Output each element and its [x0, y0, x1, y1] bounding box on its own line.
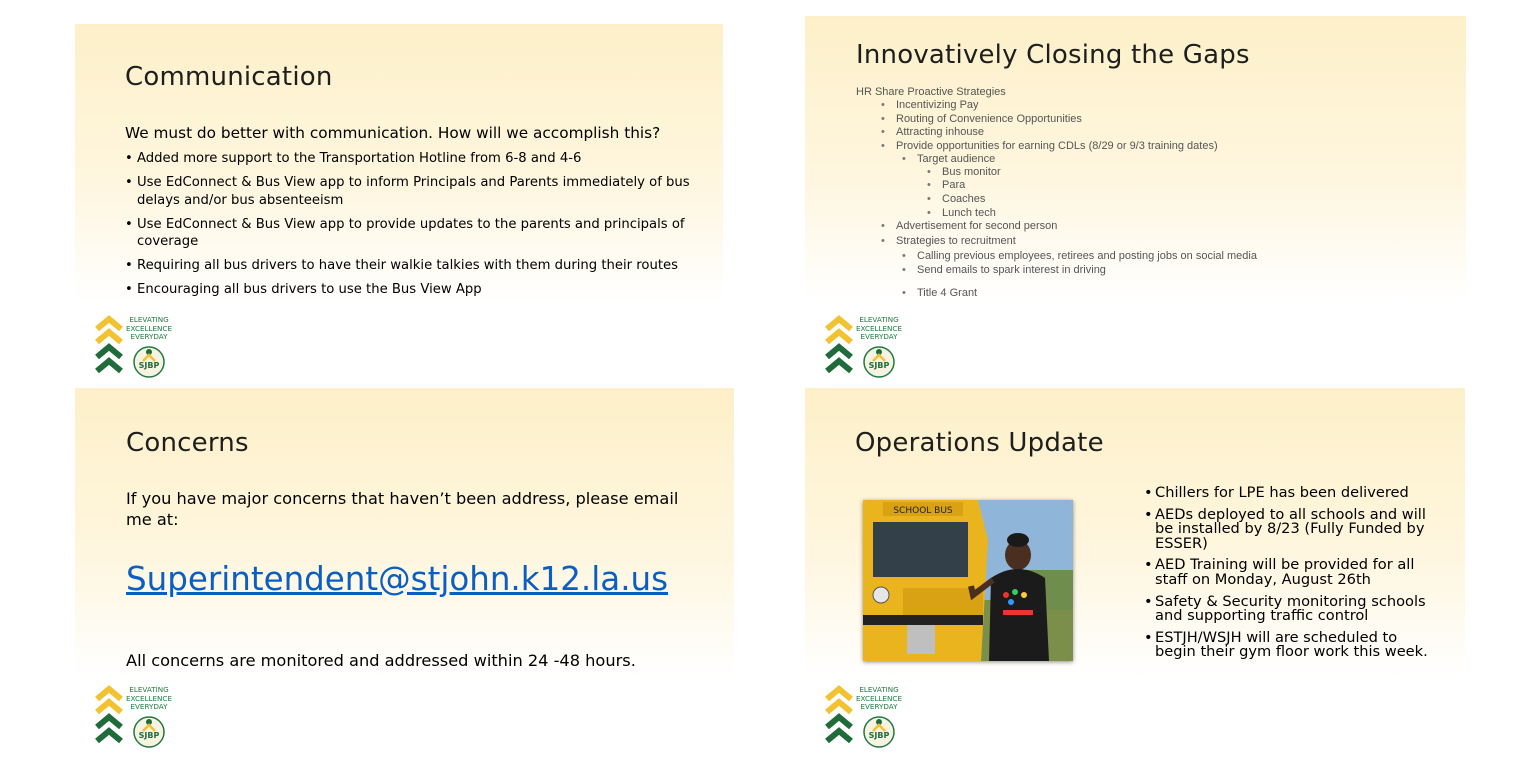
svg-text:SJBP: SJBP — [868, 731, 890, 740]
svg-text:SCHOOL BUS: SCHOOL BUS — [893, 506, 953, 516]
list-item: • Advertisement for second person — [881, 220, 1058, 232]
slide-title: Innovatively Closing the Gaps — [856, 40, 1250, 70]
list-item: • Target audience — [902, 153, 996, 165]
logo-text: ELEVATING EXCELLENCE EVERYDAY — [856, 315, 902, 342]
logo-text: ELEVATING EXCELLENCE EVERYDAY — [126, 315, 172, 342]
svg-text:SJBP: SJBP — [138, 361, 160, 370]
list-item: • Calling previous employees, retirees and posting jobs on social media — [902, 250, 1257, 262]
list-item: • Lunch tech — [927, 207, 996, 219]
list-item: • Send emails to spark interest in driving — [902, 264, 1106, 276]
superintendent-email-link[interactable]: Superintendent@stjohn.k12.la.us — [126, 560, 669, 598]
slide-concerns — [75, 388, 734, 762]
logo-text: ELEVATING EXCELLENCE EVERYDAY — [856, 685, 902, 712]
slide-communication — [75, 24, 723, 382]
list-item: • Safety & Security monitoring schools and supporting traffic control — [1144, 595, 1434, 624]
slide-title: Concerns — [126, 428, 249, 458]
list-item: • Incentivizing Pay — [881, 99, 979, 111]
list-item: • Encouraging all bus drivers to use the Bus View App — [125, 281, 705, 299]
bullet-list — [1144, 486, 1434, 667]
list-item: • Requiring all bus drivers to have their walkie talkies with them during their routes — [125, 257, 705, 275]
list-item: • Routing of Convenience Opportunities — [881, 113, 1082, 125]
slide-closing-gaps — [805, 16, 1466, 382]
svg-text:SJBP: SJBP — [138, 731, 160, 740]
list-item: • Coaches — [927, 193, 986, 205]
school-bus-photo — [863, 500, 1073, 661]
section-heading: HR Share Proactive Strategies — [856, 86, 1006, 98]
slide-intro: We must do better with communication. How will we accomplish this? — [125, 124, 661, 142]
response-time-note: All concerns are monitored and addressed within 24 -48 hours. — [126, 651, 636, 670]
list-item: • ESTJH/WSJH will are scheduled to begin their gym floor work this week. — [1144, 631, 1434, 660]
slide-operations-update — [805, 388, 1465, 762]
list-item: • Use EdConnect & Bus View app to provide updates to the parents and principals of coverage — [125, 216, 705, 251]
logo-text: ELEVATING EXCELLENCE EVERYDAY — [126, 685, 172, 712]
bullet-list — [125, 150, 705, 305]
slide-title: Communication — [125, 62, 333, 92]
district-logo — [95, 684, 177, 750]
list-item: • Strategies to recruitment — [881, 235, 1016, 247]
list-item: • Chillers for LPE has been delivered — [1144, 486, 1434, 501]
district-logo — [825, 314, 907, 380]
svg-text:SJBP: SJBP — [868, 361, 890, 370]
contact-prompt: If you have major concerns that haven’t been address, please email me at: — [126, 489, 679, 529]
list-item: • AED Training will be provided for all staff on Monday, August 26th — [1144, 558, 1434, 587]
list-item: • Attracting inhouse — [881, 126, 985, 138]
list-item: • Added more support to the Transportation Hotline from 6-8 and 4-6 — [125, 150, 705, 168]
slide-title: Operations Update — [855, 428, 1104, 458]
list-item: • Provide opportunities for earning CDLs (8/29 or 9/3 training dates) — [881, 140, 1218, 152]
list-item: • Bus monitor — [927, 166, 1001, 178]
district-logo — [95, 314, 177, 380]
list-item: • Use EdConnect & Bus View app to inform Principals and Parents immediately of bus delays and/or bus absenteeism — [125, 174, 705, 209]
list-item: • Title 4 Grant — [902, 287, 978, 299]
list-item: • AEDs deployed to all schools and will be installed by 8/23 (Fully Funded by ESSER) — [1144, 508, 1434, 552]
list-item: • Para — [927, 179, 966, 191]
district-logo — [825, 684, 907, 750]
